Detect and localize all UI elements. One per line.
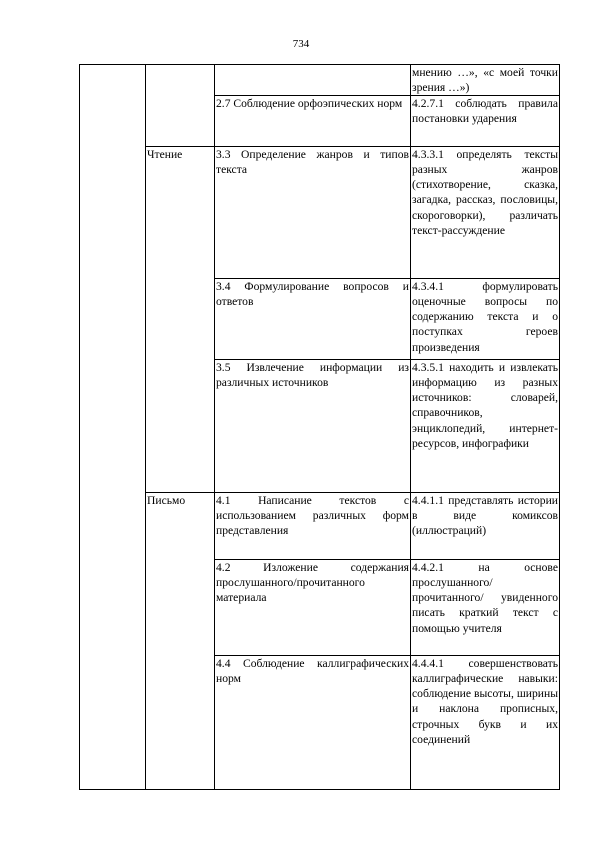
- objective-cell: 4.3.5.1 находить и извлекать информацию из разных источников: словарей, справочников, энциклопедий, интернет-ресурсов, инфографики: [411, 360, 560, 493]
- curriculum-table: [79, 64, 560, 790]
- page-number: 734: [292, 38, 310, 50]
- topic-cell: 4.4 Соблюдение каллиграфических норм: [215, 656, 411, 790]
- topic-cell: 3.4 Формулирование вопросов и ответов: [215, 279, 411, 360]
- objective-cell: 4.2.7.1 соблюдать правила постановки ударения: [411, 96, 560, 147]
- objective-cell: 4.4.4.1 совершенствовать каллиграфические навыки: соблюдение высоты, ширины и наклона прописных, строчных букв и их соединений: [411, 656, 560, 790]
- objective-cell: 4.4.1.1 представлять истории в виде комиксов (иллюстраций): [411, 493, 560, 560]
- section-cell: [146, 65, 215, 147]
- blank-column-cell: [80, 65, 146, 790]
- section-cell: Письмо: [146, 493, 215, 790]
- table-row: [80, 65, 560, 96]
- objective-cell: 4.3.4.1 формулировать оценочные вопросы по содержанию текста и о поступках героев произведения: [411, 279, 560, 360]
- topic-cell: 4.2 Изложение содержания прослушанного/прочитанного материала: [215, 560, 411, 656]
- topic-cell: 3.3 Определение жанров и типов текста: [215, 147, 411, 279]
- topic-cell: 3.5 Извлечение информации из различных источников: [215, 360, 411, 493]
- topic-cell: 4.1 Написание текстов с использованием различных форм представления: [215, 493, 411, 560]
- objective-cell: мнению …», «с моей точки зрения …»): [412, 66, 558, 95]
- objective-cell: 4.3.3.1 определять тексты разных жанров (стихотворение, сказка, загадка, рассказ, пословицы, скороговорки), различать текст-рассуждение: [411, 147, 560, 279]
- topic-cell: 2.7 Соблюдение орфоэпических норм: [215, 96, 411, 147]
- section-cell: Чтение: [146, 147, 215, 493]
- table-row: [80, 493, 560, 560]
- topic-cell: [215, 65, 411, 96]
- table-row: [80, 147, 560, 279]
- objective-cell: 4.4.2.1 на основе прослушанного/ прочитанного/ увиденного писать краткий текст с помощью учителя: [411, 560, 560, 656]
